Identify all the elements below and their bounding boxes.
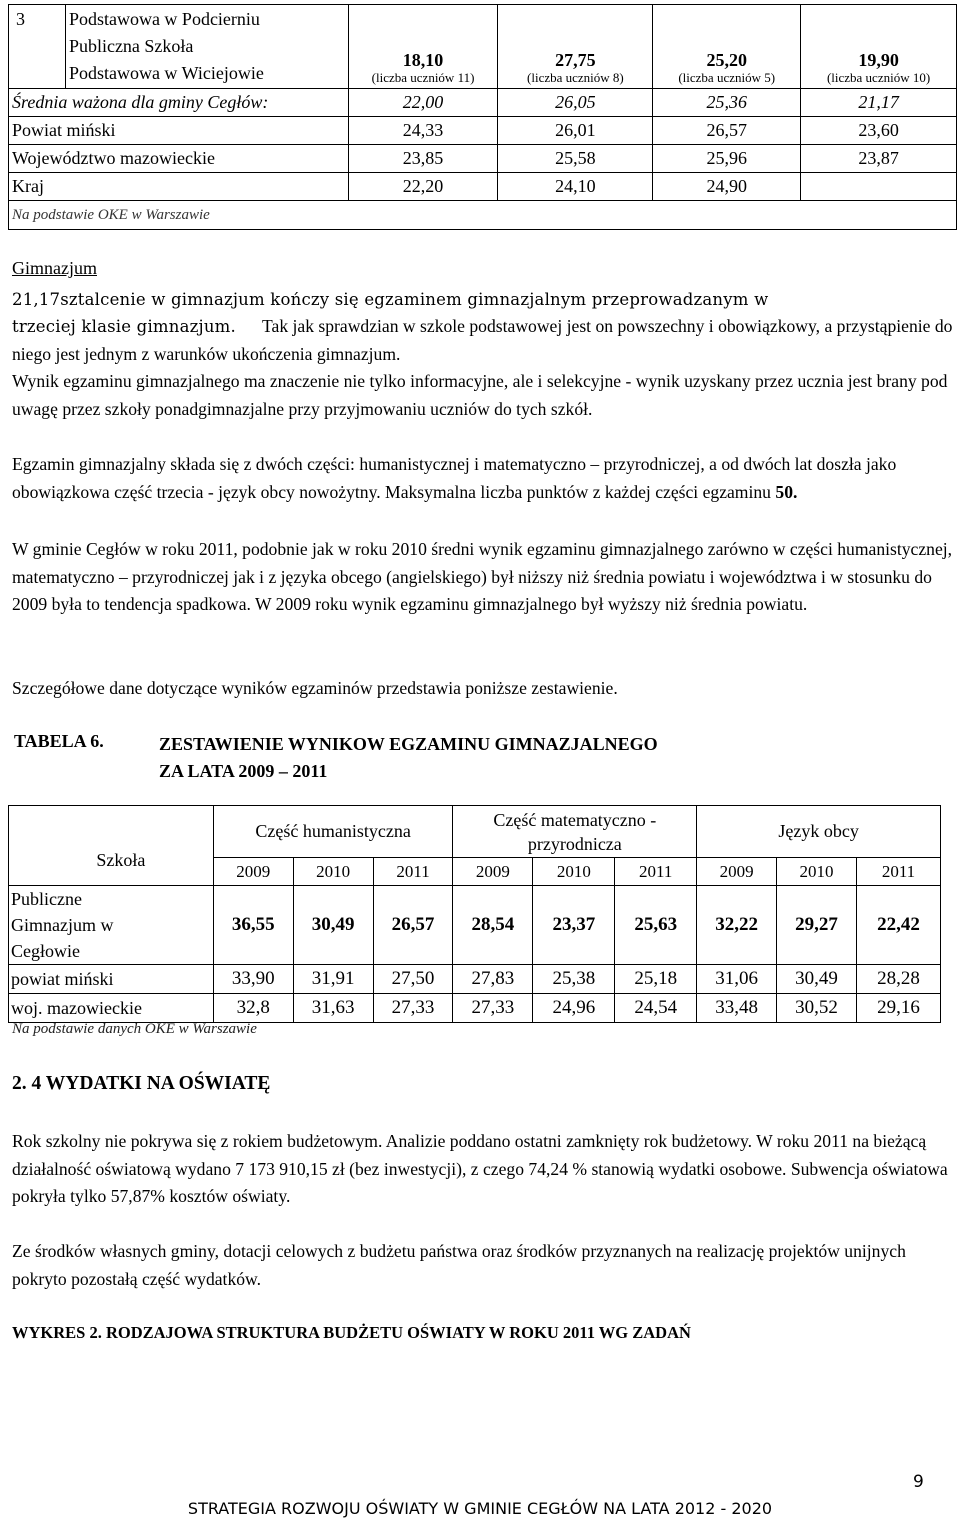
table-row <box>9 145 957 173</box>
table-title: ZESTAWIENIE WYNIKOW EGZAMINU GIMNAZJALNEGO ZA LATA 2009 – 2011 <box>159 734 658 781</box>
row-label: woj. mazowieckie <box>9 994 214 1023</box>
table-cell: 27,33 <box>373 994 453 1023</box>
paragraph-expenses-1: Rok szkolny nie pokrywa się z rokiem budżetowym. Analizie poddano ostatni zamknięty rok budżetowy. W roku 2011 na bieżącą działalność oświatową wydano 7 173 910,15 zł (bez inwestycji), z czego 74,24 % stanowią wydatki osobowe. Subwencja oświatowa pokryła tylko 57,87% kosztów oświaty. <box>12 1131 948 1206</box>
table-cell: 30,49 <box>293 886 373 965</box>
table-header-row <box>9 806 941 858</box>
score-cell: 25,20 (liczba uczniów 5) <box>653 5 801 89</box>
paragraph-3: Egzamin gimnazjalny składa się z dwóch części: humanistycznej i matematyczno – przyrodniczej, a od dwóch lat doszła jako obowiązkowa część trzecia - język obcy nowożytny. Maksymalna liczba punktów z każdej części egzaminu 50. <box>12 454 897 502</box>
table-row <box>9 201 957 230</box>
row-label: powiat miński <box>9 965 214 994</box>
year-header: 2009 <box>213 858 293 886</box>
table-cell: 33,48 <box>697 994 777 1023</box>
paragraph-4: W gminie Cegłów w roku 2011, podobnie jak w roku 2010 średni wynik egzaminu gimnazjalnego zarówno w części humanistycznej, matematyczno – przyrodniczej jak i z języka obcego (angielskiego) był niższy niż średnia powiatu i województwa i w stosunku do 2009 była to tendencja spadkowa. W 2009 roku wynik egzaminu gimnazjalnego był wyższy niż średnia powiatu. <box>12 539 953 614</box>
row-label: Powiat miński <box>9 117 349 145</box>
table-source: Na podstawie danych OKE w Warszawie <box>12 1021 257 1037</box>
table-cell: 22,20 <box>348 173 498 201</box>
table-cell: 33,90 <box>213 965 293 994</box>
table-cell: 22,42 <box>857 886 941 965</box>
table-cell: 25,58 <box>498 145 653 173</box>
row-label: Kraj <box>9 173 349 201</box>
header-group: Część humanistyczna <box>213 806 453 858</box>
table-cell: 24,10 <box>498 173 653 201</box>
table-cell: 21,17 <box>801 89 957 117</box>
table-cell: 29,16 <box>857 994 941 1023</box>
table-cell: 25,96 <box>653 145 801 173</box>
table-cell: 36,55 <box>213 886 293 965</box>
table-cell: 24,90 <box>653 173 801 201</box>
paragraph-5: Szczegółowe dane dotyczące wyników egzaminów przedstawia poniższe zestawienie. <box>12 678 618 698</box>
table-row <box>9 994 941 1023</box>
table-cell: 24,33 <box>348 117 498 145</box>
table-cell: 26,57 <box>653 117 801 145</box>
table-label: TABELA 6. <box>14 731 104 751</box>
table-cell: 24,96 <box>533 994 615 1023</box>
score-cell: 27,75 (liczba uczniów 8) <box>498 5 653 89</box>
school-name: Podstawowa w Podcierniu Publiczna Szkoła Podstawowa w Wiciejowie <box>65 5 348 89</box>
table-row <box>9 886 941 965</box>
table-cell: 24,54 <box>615 994 697 1023</box>
table-row <box>9 89 957 117</box>
table-row <box>9 173 957 201</box>
table-cell <box>801 173 957 201</box>
table-row <box>9 117 957 145</box>
table-row <box>9 965 941 994</box>
table-cell: 23,60 <box>801 117 957 145</box>
year-header: 2009 <box>697 858 777 886</box>
table-cell: 25,36 <box>653 89 801 117</box>
year-header: 2009 <box>453 858 533 886</box>
table-cell: 27,83 <box>453 965 533 994</box>
table-cell: 28,28 <box>857 965 941 994</box>
table-cell: 30,49 <box>777 965 857 994</box>
year-header: 2011 <box>857 858 941 886</box>
year-header: 2010 <box>293 858 373 886</box>
paragraph-2: Wynik egzaminu gimnazjalnego ma znaczenie nie tylko informacyjne, ale i selekcyjne - wynik uzyskany przez ucznia jest brany pod uwagę przez szkoły ponadgimnazjalne przy przyjmowaniu uczniów do tych szkół. <box>12 371 948 419</box>
table-cell: 31,91 <box>293 965 373 994</box>
table-cell: 23,85 <box>348 145 498 173</box>
table-row <box>9 5 957 89</box>
table-source: Na podstawie OKE w Warszawie <box>9 201 957 230</box>
row-label: Publiczne Gimnazjum w Cegłowie <box>9 886 214 965</box>
running-footer: STRATEGIA ROZWOJU OŚWIATY W GMINIE CEGŁÓW NA LATA 2012 - 2020 <box>187 1499 773 1518</box>
year-header: 2011 <box>615 858 697 886</box>
row-label: Województwo mazowieckie <box>9 145 349 173</box>
page-number: 9 <box>913 1472 924 1492</box>
paragraph-expenses-2: Ze środków własnych gminy, dotacji celowych z budżetu państwa oraz środków przyznanych na realizację projektów unijnych pokryto pozostałą część wydatków. <box>12 1241 906 1289</box>
section-heading: 2. 4 WYDATKI NA OŚWIATĘ <box>12 1073 271 1094</box>
score-cell: 18,10 (liczba uczniów 11) <box>348 5 498 89</box>
table-cell: 27,50 <box>373 965 453 994</box>
table-cell: 31,63 <box>293 994 373 1023</box>
paragraph-1: Tak jak sprawdzian w szkole podstawowej jest on powszechny i obowiązkowy, a przystąpienie do niego jest jednym z warunków ukończenia gimnazjum. <box>12 316 953 364</box>
year-header: 2011 <box>373 858 453 886</box>
table-cell: 25,63 <box>615 886 697 965</box>
table-cell: 32,22 <box>697 886 777 965</box>
year-header: 2010 <box>533 858 615 886</box>
exam-summary-table <box>8 805 941 1023</box>
header-group: Język obcy <box>697 806 941 858</box>
table-cell: 25,38 <box>533 965 615 994</box>
table-cell: 29,27 <box>777 886 857 965</box>
table-cell: 25,18 <box>615 965 697 994</box>
table-cell: 23,37 <box>533 886 615 965</box>
score-cell: 19,90 (liczba uczniów 10) <box>801 5 957 89</box>
table-cell: 27,33 <box>453 994 533 1023</box>
exam-results-table <box>8 4 957 230</box>
table-cell: 26,01 <box>498 117 653 145</box>
table-cell: 32,8 <box>213 994 293 1023</box>
table-cell: 22,00 <box>348 89 498 117</box>
paragraph-intro: 21,17sztalcenie w gimnazjum kończy się egzaminem gimnazjalnym przeprowadzanym w trzeciej klasie gimnazjum. <box>12 290 769 336</box>
row-label: Średnia ważona dla gminy Cegłów: <box>9 89 349 117</box>
table-cell: 23,87 <box>801 145 957 173</box>
year-header: 2010 <box>777 858 857 886</box>
table-cell: 30,52 <box>777 994 857 1023</box>
row-number: 3 <box>9 5 66 89</box>
table-cell: 26,05 <box>498 89 653 117</box>
header-school: Szkoła <box>9 806 214 886</box>
section-heading: Gimnazjum <box>12 258 97 278</box>
table-cell: 26,57 <box>373 886 453 965</box>
chart-caption: WYKRES 2. RODZAJOWA STRUKTURA BUDŻETU OŚWIATY W ROKU 2011 WG ZADAŃ <box>12 1323 691 1342</box>
table-cell: 31,06 <box>697 965 777 994</box>
table-cell: 28,54 <box>453 886 533 965</box>
header-group: Część matematyczno - przyrodnicza <box>453 806 697 858</box>
